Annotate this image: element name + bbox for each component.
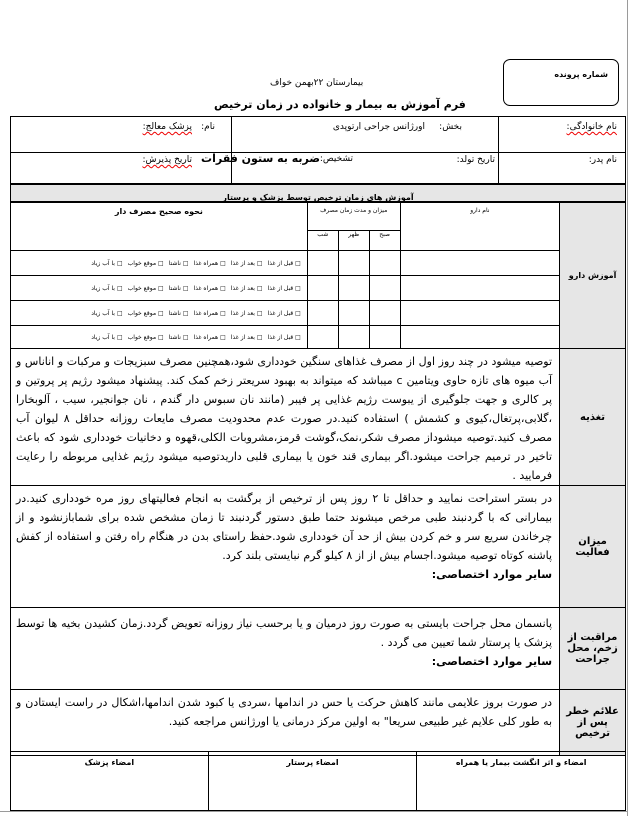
education-table bbox=[10, 348, 626, 756]
father-name-label: نام پدر: bbox=[588, 155, 617, 165]
doctor-label: پزشک معالج: bbox=[142, 122, 192, 132]
dose-cell[interactable] bbox=[369, 326, 400, 349]
activity-cell bbox=[11, 486, 560, 608]
last-name-label: نام خانوادگی: bbox=[566, 122, 617, 132]
admission-date-label: تاریخ پذیرش: bbox=[142, 155, 192, 165]
signature-table bbox=[10, 751, 626, 811]
drug-dose-col: میزان و مدت زمان مصرف bbox=[320, 207, 388, 214]
drug-name-cell[interactable] bbox=[400, 301, 560, 326]
opt-with-meal[interactable]: □ همراه غذا bbox=[194, 334, 226, 341]
activity-row bbox=[11, 486, 626, 608]
birth-date-label: تاریخ تولد: bbox=[456, 155, 495, 165]
usage-options bbox=[11, 326, 308, 349]
nurse-signature[interactable] bbox=[208, 752, 417, 811]
divider bbox=[498, 117, 499, 183]
opt-with-meal[interactable]: □ همراه غذا bbox=[194, 310, 226, 317]
opt-after-meal[interactable]: □ بعد از غذا bbox=[231, 310, 263, 317]
ward-label: بخش: bbox=[439, 122, 462, 132]
dose-cell[interactable] bbox=[338, 326, 369, 349]
section-title: آموزش های زمان ترخیص توسط پزشک و پرستار bbox=[222, 193, 414, 202]
first-name-label: نام: bbox=[201, 122, 215, 132]
opt-fasting[interactable]: □ ناشتا bbox=[169, 310, 189, 317]
opt-after-meal[interactable]: □ بعد از غذا bbox=[231, 260, 263, 267]
nutrition-label: تغذیه bbox=[560, 349, 626, 486]
drug-row bbox=[11, 301, 626, 326]
wound-text: پانسمان محل جراحت بایستی به صورت روز درمیان و یا برحسب نیاز روزانه تعویض گردد.زمان کشیدن بخیه ها توسط پزشک یا پرستار شما تعیین می گردد . bbox=[16, 617, 553, 649]
opt-bedtime[interactable]: □ موقع خواب bbox=[128, 334, 164, 341]
drug-label-text: آموزش دارو bbox=[568, 271, 617, 280]
dose-cell[interactable] bbox=[369, 276, 400, 301]
doctor-signature-label: امضاء پزشک bbox=[84, 758, 135, 767]
nutrition-text: توصیه میشود در چند روز اول از مصرف غذاهای سنگین خودداری شود،همچنین مصرف سبزیجات و مرکبات و اناناس و آب میوه های تازه حاوی ویتامین c میباشد که میتواند به بهبود سریعتر زخم کمک کند. پیشنهاد میشود رژیم پر پروتین و پر کالری و جهت جلوگیری از یبوست رژیم غذایی پر فیبر (مانند نان سبوس دار گندم ، نان جوانجیر، سیب ، آلوبخارا ،گلابی،پرتغال،کیوی و کشمش ) استفاده کنید.در صورت عدم محدودیت مصرف مایعات روزانه حداقل ۸ لیوان آب مصرف کنید.توصیه میشوداز مصرف شکر،نمک،گوشت قرمز،مشروبات الکلی،قهوه و دخانیات خودداری شود که باعث تاخیر در ترمیم جراحت میشود.اگر بیماری قند خون یا بیماری قلبی داریدتوصیه میشود رژیم غذایی مربوطه را رعایت فرمایید . bbox=[11, 349, 560, 486]
drug-row bbox=[11, 326, 626, 349]
dose-cell[interactable] bbox=[338, 251, 369, 276]
divider bbox=[231, 117, 232, 183]
opt-before-meal[interactable]: □ قبل از غذا bbox=[268, 334, 301, 341]
drug-name-cell[interactable] bbox=[400, 251, 560, 276]
drug-usage-header bbox=[11, 203, 308, 251]
usage-options bbox=[11, 251, 308, 276]
opt-with-meal[interactable]: □ همراه غذا bbox=[194, 285, 226, 292]
opt-before-meal[interactable]: □ قبل از غذا bbox=[268, 260, 301, 267]
form-title: فرم آموزش به بیمار و خانواده در زمان ترخیص bbox=[214, 98, 466, 111]
diagnosis-label: تشخیص: bbox=[319, 154, 353, 164]
opt-bedtime[interactable]: □ موقع خواب bbox=[128, 260, 164, 267]
drug-name-cell[interactable] bbox=[400, 326, 560, 349]
patient-info-box bbox=[10, 116, 626, 184]
wound-other: سایر موارد اختصاصی: bbox=[431, 655, 553, 668]
usage-options bbox=[11, 276, 308, 301]
dose-cell[interactable] bbox=[369, 301, 400, 326]
warning-text: در صورت بروز علایمی مانند کاهش حرکت یا حس در اندامها ،سردی یا کبود شدن اندامها،اشکال در راست ایستادن و به طور کلی علایم غیر طبیعی سریعا" به اولین مرکز درمانی یا اورژانس مراجعه کنید. bbox=[11, 690, 560, 756]
opt-fasting[interactable]: □ ناشتا bbox=[169, 260, 189, 267]
section-title-bar bbox=[10, 184, 626, 202]
activity-label: میزان فعالیت bbox=[560, 486, 626, 608]
dose-cell[interactable] bbox=[307, 276, 338, 301]
time-noon: ظهر bbox=[338, 231, 369, 251]
wound-label: مراقبت از زخم، محل جراحت bbox=[560, 608, 626, 690]
drug-name-col: نام دارو bbox=[470, 207, 490, 214]
diagnosis-value: ضربه به ستون فقرات bbox=[201, 152, 320, 165]
record-number-box bbox=[503, 59, 619, 106]
wound-row bbox=[11, 608, 626, 690]
activity-other: سایر موارد اختصاصی: bbox=[431, 568, 553, 581]
opt-with-meal[interactable]: □ همراه غذا bbox=[194, 260, 226, 267]
dose-cell[interactable] bbox=[369, 251, 400, 276]
opt-after-meal[interactable]: □ بعد از غذا bbox=[231, 285, 263, 292]
opt-after-meal[interactable]: □ بعد از غذا bbox=[231, 334, 263, 341]
opt-much-water[interactable]: □ با آب زیاد bbox=[91, 285, 122, 292]
doctor-signature[interactable] bbox=[11, 752, 209, 811]
dose-cell[interactable] bbox=[307, 251, 338, 276]
opt-much-water[interactable]: □ با آب زیاد bbox=[91, 310, 122, 317]
opt-fasting[interactable]: □ ناشتا bbox=[169, 334, 189, 341]
dose-cell[interactable] bbox=[307, 301, 338, 326]
drug-usage-col: نحوه صحیح مصرف دار bbox=[114, 207, 203, 216]
dose-cell[interactable] bbox=[338, 276, 369, 301]
wound-cell bbox=[11, 608, 560, 690]
drug-section-label bbox=[560, 203, 626, 349]
opt-much-water[interactable]: □ با آب زیاد bbox=[91, 334, 122, 341]
drug-row bbox=[11, 276, 626, 301]
opt-fasting[interactable]: □ ناشتا bbox=[169, 285, 189, 292]
dose-cell[interactable] bbox=[307, 326, 338, 349]
warning-label: علائم خطر پس از ترخیص bbox=[560, 690, 626, 756]
page-edge-right bbox=[627, 0, 628, 816]
drug-row bbox=[11, 251, 626, 276]
opt-before-meal[interactable]: □ قبل از غذا bbox=[268, 285, 301, 292]
opt-bedtime[interactable]: □ موقع خواب bbox=[128, 285, 164, 292]
dose-cell[interactable] bbox=[338, 301, 369, 326]
drug-name-header bbox=[400, 203, 560, 251]
usage-options bbox=[11, 301, 308, 326]
record-number-label: شماره پرونده bbox=[554, 70, 608, 79]
patient-signature-label: امضاء و اثر انگشت بیمار یا همراه bbox=[455, 758, 587, 767]
warning-row bbox=[11, 690, 626, 756]
time-night: شب bbox=[307, 231, 338, 251]
activity-text: در بستر استراحت نمایید و حداقل تا ۲ روز پس از ترخیص از برگشت به انجام فعالیتهای روز مره خودداری کنید.در بیمارانی که با گردنبند طبی مرخص میشوند حتما طبق دستور گردنبند تا زمان مشخص شده برای شمابازنشود و از چرخاندن سریع سر و خم کردن بیش از حد آن خودداری شود.حفظ راستای بدن در هنگام راه رفتن و استفاده از کفش پاشنه کوتاه توصیه میشود.اجسام بیش از از ۸ کیلو گرم نبایستی بلند کرد. bbox=[16, 492, 553, 562]
drug-name-cell[interactable] bbox=[400, 276, 560, 301]
opt-much-water[interactable]: □ با آب زیاد bbox=[91, 260, 122, 267]
nutrition-row bbox=[11, 349, 626, 486]
opt-before-meal[interactable]: □ قبل از غذا bbox=[268, 310, 301, 317]
ward-value: اورژانس جراحی ارتوپدی bbox=[332, 122, 425, 132]
patient-signature[interactable] bbox=[417, 752, 626, 811]
drug-dose-header bbox=[307, 203, 400, 231]
page-edge-bottom bbox=[0, 811, 628, 812]
time-morning: صبح bbox=[369, 231, 400, 251]
nurse-signature-label: امضاء پرستار bbox=[286, 758, 339, 767]
drug-table bbox=[10, 202, 626, 349]
opt-bedtime[interactable]: □ موقع خواب bbox=[128, 310, 164, 317]
hospital-name: بیمارستان ۲۲بهمن خواف bbox=[270, 78, 364, 88]
